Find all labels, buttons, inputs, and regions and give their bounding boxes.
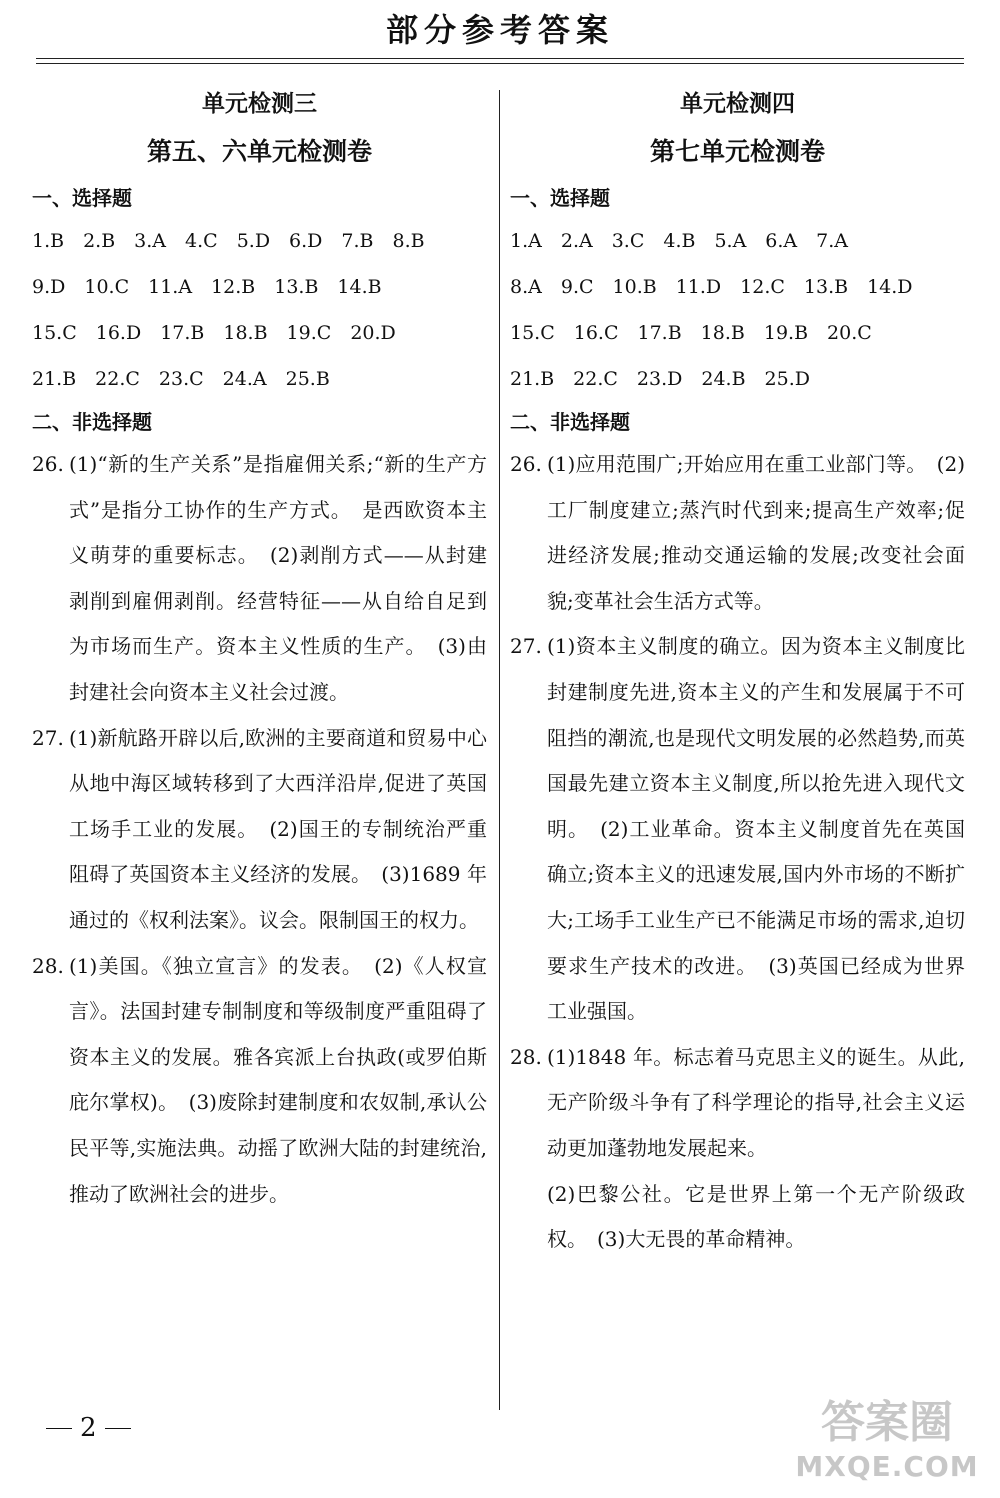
answer-item (32, 944, 487, 1218)
answer-text: (1)资本主义制度的确立。因为资本主义制度比封建制度先进,资本主义的产生和发展属于不可阻挡的潮流,也是现代文明发展的必然趋势,而英国最先建立资本主义制度,所以抢先进入现代文明。 (2)工业革命。资本主义制度首先在英国确立;资本主义的迅速发展,国内外市场的不断扩大;工场手工业生产已不能满足市场的需求,迫切要求生产技术的改进。 (3)英国已经成为世界工业强国。 (547, 634, 965, 1024)
header-rule-bottom (36, 63, 964, 64)
multiple-choice-heading: 一、选择题 (32, 186, 132, 210)
answer-text: (2)巴黎公社。它是世界上第一个无产阶级政权。 (3)大无畏的革命精神。 (547, 1181, 965, 1252)
unit-title: 单元检测四 (680, 91, 795, 117)
right-column (510, 82, 965, 1263)
watermark-mark: 答案圈 (821, 1397, 953, 1448)
unit-title: 单元检测三 (202, 91, 317, 117)
header-rule-top (36, 58, 964, 59)
answer-item (510, 442, 965, 624)
multiple-choice-heading: 一、选择题 (510, 186, 610, 210)
answer-item (510, 1035, 965, 1172)
answer-text: (1)应用范围广;开始应用在重工业部门等。 (2)工厂制度建立;蒸汽时代到来;提高生产效率;促进经济发展;推动交通运输的发展;改变社会面貌;变革社会生活方式等。 (547, 452, 965, 613)
answer-item (32, 716, 487, 944)
answer-text: (1)美国。《独立宣言》的发表。 (2)《人权宣言》。法国封建专制制度和等级制度严重阻碍了资本主义的发展。雅各宾派上台执政(或罗伯斯庇尔掌权)。 (3)废除封建制度和农奴制,承认公民平等,实施法典。动摇了欧洲大陆的封建统治,推动了欧洲社会的进步。 (69, 953, 487, 1206)
question-number: 27. (510, 634, 542, 659)
question-number: 28. (32, 953, 64, 978)
page-title: 部分参考答案 (385, 11, 614, 49)
answer-text: (1)“新的生产关系”是指雇佣关系;“新的生产方式”是指分工协作的生产方式。 是西欧资本主义萌芽的重要标志。 (2)剥削方式——从封建剥削到雇佣剥削。经营特征——从自给自足到为市场而生产。资本主义性质的生产。 (3)由封建社会向资本主义社会过渡。 (69, 452, 487, 704)
question-number: 26. (510, 452, 542, 476)
answer-item (32, 442, 487, 716)
answer-text: (1)1848 年。标志着马克思主义的诞生。从此,无产阶级斗争有了科学理论的指导,社会主义运动更加蓬勃地发展起来。 (547, 1044, 965, 1160)
mc-answer-row: 9.D 10.C 11.A 12.B 13.B 14.B (32, 276, 382, 298)
mc-answer-row: 21.B 22.C 23.D 24.B 25.D (510, 368, 811, 390)
mc-answer-row: 1.B 2.B 3.A 4.C 5.D 6.D 7.B 8.B (32, 230, 425, 252)
footer-dash-left (46, 1428, 72, 1429)
left-column (32, 82, 487, 1217)
page-number: 2 (80, 1413, 97, 1443)
non-choice-heading: 二、非选择题 (32, 410, 152, 434)
page-footer (46, 1408, 131, 1448)
question-number: 26. (32, 452, 64, 476)
question-number: 28. (510, 1044, 542, 1069)
answer-item-continued (510, 1172, 965, 1263)
test-title: 第七单元检测卷 (649, 137, 825, 166)
mc-answer-row: 21.B 22.C 23.C 24.A 25.B (32, 368, 330, 390)
column-divider (499, 90, 500, 1410)
mc-answer-row: 1.A 2.A 3.C 4.B 5.A 6.A 7.A (510, 230, 849, 252)
mc-answer-row: 15.C 16.C 17.B 18.B 19.B 20.C (510, 322, 872, 344)
non-choice-heading: 二、非选择题 (510, 410, 630, 434)
test-title: 第五、六单元检测卷 (146, 137, 372, 166)
answer-item (510, 624, 965, 1034)
footer-dash-right (105, 1428, 131, 1429)
mc-answer-row: 15.C 16.D 17.B 18.B 19.C 20.D (32, 322, 396, 344)
question-number: 27. (32, 725, 64, 750)
answer-text: (1)新航路开辟以后,欧洲的主要商道和贸易中心从地中海区域转移到了大西洋沿岸,促进了英国工场手工业的发展。 (2)国王的专制统治严重阻碍了英国资本主义经济的发展。 (3)1689 年通过的《权利法案》。议会。限制国王的权力。 (69, 725, 487, 932)
watermark-logo (792, 1396, 982, 1492)
watermark-site: MXQE.COM (795, 1450, 979, 1483)
mc-answer-row: 8.A 9.C 10.B 11.D 12.C 13.B 14.D (510, 276, 913, 298)
